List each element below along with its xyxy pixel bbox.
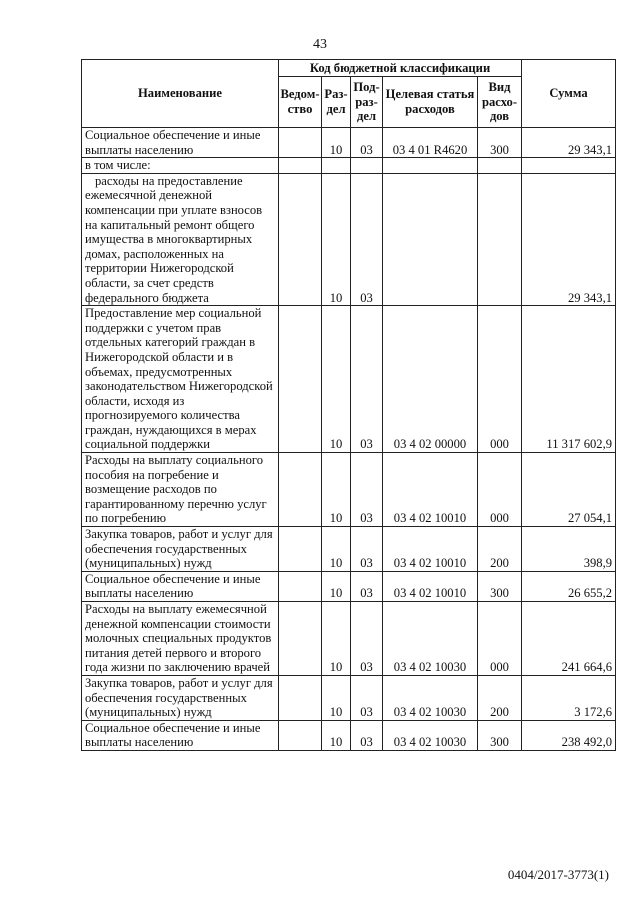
row-podrazdel: 03	[351, 602, 383, 676]
header-name: Наименование	[82, 60, 279, 128]
row-target-article	[383, 173, 478, 305]
row-expense-type: 000	[478, 306, 522, 453]
row-vedomstvo	[279, 128, 322, 158]
header-vedomstvo: Ведом-ство	[279, 77, 322, 128]
row-amount: 26 655,2	[522, 571, 616, 601]
row-amount: 11 317 602,9	[522, 306, 616, 453]
row-vedomstvo	[279, 720, 322, 750]
row-expense-type: 200	[478, 675, 522, 720]
row-podrazdel: 03	[351, 720, 383, 750]
row-name: Социальное обеспечение и иные выплаты населению	[82, 128, 279, 158]
row-vedomstvo	[279, 675, 322, 720]
row-name: Социальное обеспечение и иные выплаты населению	[82, 720, 279, 750]
row-amount: 238 492,0	[522, 720, 616, 750]
row-razdel: 10	[322, 720, 351, 750]
row-target-article: 03 4 02 10030	[383, 675, 478, 720]
row-vedomstvo	[279, 527, 322, 572]
row-vedomstvo	[279, 602, 322, 676]
row-target-article: 03 4 02 00000	[383, 306, 478, 453]
row-podrazdel: 03	[351, 128, 383, 158]
row-razdel: 10	[322, 306, 351, 453]
table-row	[82, 675, 616, 720]
table-row	[82, 173, 616, 305]
row-expense-type	[478, 158, 522, 174]
table-row	[82, 602, 616, 676]
row-podrazdel: 03	[351, 173, 383, 305]
row-razdel: 10	[322, 453, 351, 527]
row-amount: 241 664,6	[522, 602, 616, 676]
table-row	[82, 527, 616, 572]
row-name: Закупка товаров, работ и услуг для обеспечения государственных (муниципальных) нужд	[82, 675, 279, 720]
row-expense-type: 300	[478, 571, 522, 601]
row-target-article: 03 4 02 10010	[383, 571, 478, 601]
row-name: Расходы на выплату ежемесячной денежной компенсации стоимости молочных специальных продуктов питания детей первого и второго года жизни по заключению врачей	[82, 602, 279, 676]
row-expense-type: 000	[478, 602, 522, 676]
row-target-article: 03 4 02 10010	[383, 527, 478, 572]
document-code: 0404/2017-3773(1)	[507, 867, 609, 882]
row-target-article: 03 4 02 10010	[383, 453, 478, 527]
row-razdel: 10	[322, 527, 351, 572]
row-amount	[522, 158, 616, 174]
row-vedomstvo	[279, 173, 322, 305]
table-row	[82, 571, 616, 601]
budget-table	[81, 59, 616, 751]
row-target-article: 03 4 02 10030	[383, 602, 478, 676]
row-name: Предоставление мер социальной поддержки с учетом прав отдельных категорий граждан в Нижегородской области и в объемах, предусмотренных законодательством Нижегородской области, исходя из прогнозируемого количества граждан, нуждающихся в мерах социальной поддержки	[82, 306, 279, 453]
row-amount: 29 343,1	[522, 173, 616, 305]
row-target-article	[383, 158, 478, 174]
row-vedomstvo	[279, 158, 322, 174]
table-row	[82, 720, 616, 750]
row-amount: 29 343,1	[522, 128, 616, 158]
row-expense-type: 300	[478, 720, 522, 750]
row-expense-type: 300	[478, 128, 522, 158]
row-target-article: 03 4 02 10030	[383, 720, 478, 750]
table-row	[82, 306, 616, 453]
row-podrazdel: 03	[351, 306, 383, 453]
row-expense-type	[478, 173, 522, 305]
row-name: Закупка товаров, работ и услуг для обеспечения государственных (муниципальных) нужд	[82, 527, 279, 572]
row-expense-type: 000	[478, 453, 522, 527]
row-target-article: 03 4 01 R4620	[383, 128, 478, 158]
row-razdel: 10	[322, 602, 351, 676]
header-target-article: Целевая статья расходов	[383, 77, 478, 128]
row-amount: 3 172,6	[522, 675, 616, 720]
row-name: Социальное обеспечение и иные выплаты населению	[82, 571, 279, 601]
header-podrazdel: Под-раз-дел	[351, 77, 383, 128]
header-razdel: Раз-дел	[322, 77, 351, 128]
table-row	[82, 453, 616, 527]
row-name: расходы на предоставление ежемесячной денежной компенсации при уплате взносов на капитальный ремонт общего имущества в многоквартирных домах, расположенных на территории Нижегородской области, за счет средств федерального бюджета	[82, 173, 279, 305]
header-amount: Сумма	[522, 60, 616, 128]
row-podrazdel: 03	[351, 453, 383, 527]
row-razdel: 10	[322, 128, 351, 158]
row-podrazdel: 03	[351, 571, 383, 601]
row-name: в том числе:	[82, 158, 279, 174]
table-row	[82, 128, 616, 158]
row-podrazdel: 03	[351, 675, 383, 720]
row-razdel: 10	[322, 675, 351, 720]
row-name: Расходы на выплату социального пособия на погребение и возмещение расходов по гарантированному перечню услуг по погребению	[82, 453, 279, 527]
row-razdel: 10	[322, 571, 351, 601]
row-razdel: 10	[322, 173, 351, 305]
row-amount: 398,9	[522, 527, 616, 572]
row-vedomstvo	[279, 571, 322, 601]
header-expense-type: Вид расхо-дов	[478, 77, 522, 128]
table-row	[82, 158, 616, 174]
row-podrazdel: 03	[351, 527, 383, 572]
row-vedomstvo	[279, 453, 322, 527]
row-razdel	[322, 158, 351, 174]
page-number: 43	[313, 37, 327, 52]
row-amount: 27 054,1	[522, 453, 616, 527]
row-expense-type: 200	[478, 527, 522, 572]
row-vedomstvo	[279, 306, 322, 453]
header-classification-group: Код бюджетной классификации	[279, 60, 522, 77]
row-podrazdel	[351, 158, 383, 174]
